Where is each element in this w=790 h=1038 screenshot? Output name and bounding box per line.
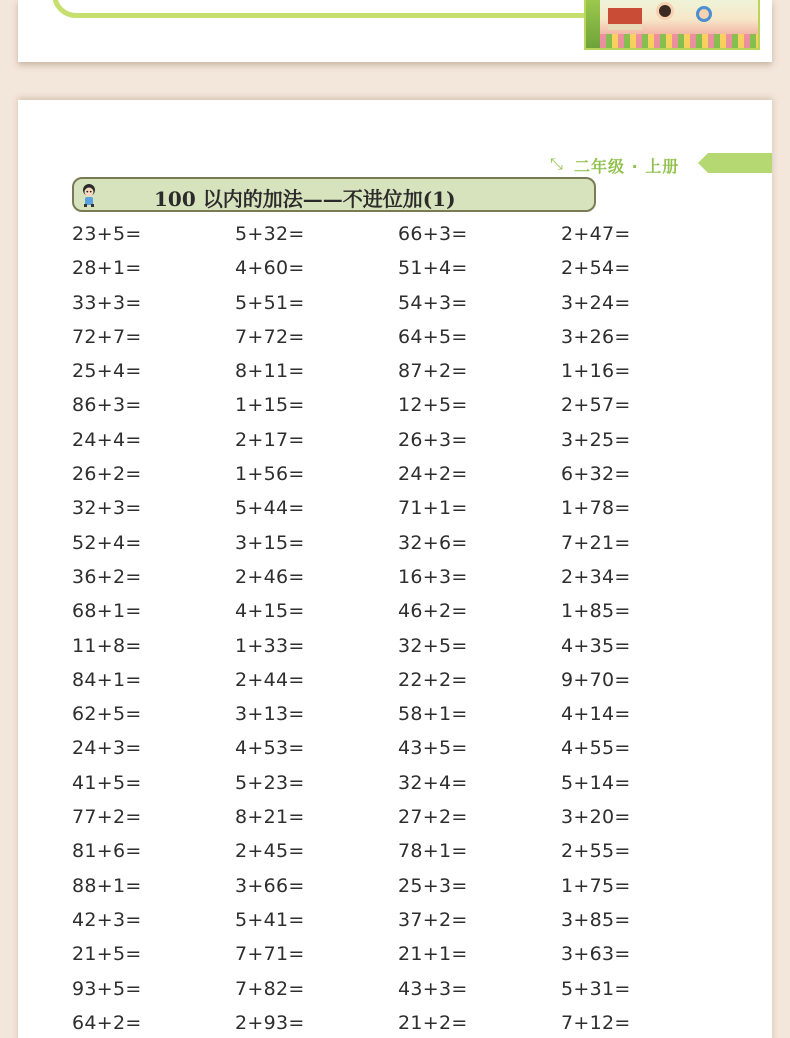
math-problem: 7+21= — [561, 531, 631, 554]
math-problem: 24+3= — [72, 737, 142, 760]
math-problem: 43+5= — [398, 737, 468, 760]
section-title-box — [72, 177, 596, 212]
math-problem: 86+3= — [72, 394, 142, 417]
math-problem: 24+2= — [398, 463, 468, 486]
math-problem: 43+3= — [398, 977, 468, 1000]
math-problem: 81+6= — [72, 840, 142, 863]
math-problem: 26+2= — [72, 463, 142, 486]
math-problem: 4+35= — [561, 634, 631, 657]
book-cover-thumbnail — [584, 0, 760, 50]
math-problem: 4+14= — [561, 703, 631, 726]
math-problem: 5+23= — [235, 771, 305, 794]
math-problem: 22+2= — [398, 668, 468, 691]
math-problem: 62+5= — [72, 703, 142, 726]
math-problem: 26+3= — [398, 428, 468, 451]
math-problem: 3+63= — [561, 943, 631, 966]
math-problem: 46+2= — [398, 600, 468, 623]
math-problem: 2+34= — [561, 565, 631, 588]
math-problem: 72+7= — [72, 325, 142, 348]
math-problem: 5+14= — [561, 771, 631, 794]
math-problem: 3+66= — [235, 874, 305, 897]
math-problem: 1+78= — [561, 497, 631, 520]
math-problem: 16+3= — [398, 565, 468, 588]
math-problem: 1+85= — [561, 600, 631, 623]
math-problem: 71+1= — [398, 497, 468, 520]
math-problem: 27+2= — [398, 806, 468, 829]
math-problem: 25+4= — [72, 360, 142, 383]
math-problem: 2+44= — [235, 668, 305, 691]
math-problem: 21+1= — [398, 943, 468, 966]
math-problem: 7+12= — [561, 1011, 631, 1034]
worksheet-page — [18, 100, 772, 1038]
math-problem: 32+4= — [398, 771, 468, 794]
math-problem: 37+2= — [398, 908, 468, 931]
math-problem: 3+13= — [235, 703, 305, 726]
math-problem: 5+32= — [235, 223, 305, 245]
math-problem: 1+16= — [561, 360, 631, 383]
math-problem: 3+20= — [561, 806, 631, 829]
math-problem: 23+5= — [72, 223, 142, 245]
math-problem: 1+33= — [235, 634, 305, 657]
math-problem: 5+44= — [235, 497, 305, 520]
math-problem: 7+72= — [235, 325, 305, 348]
math-problem: 78+1= — [398, 840, 468, 863]
math-problem: 2+45= — [235, 840, 305, 863]
house-illustration — [608, 8, 642, 30]
math-problem: 51+4= — [398, 257, 468, 280]
math-problem: 24+4= — [72, 428, 142, 451]
math-problem: 93+5= — [72, 977, 142, 1000]
math-problem: 8+21= — [235, 806, 305, 829]
math-problem: 5+51= — [235, 291, 305, 314]
previous-title-frame — [52, 0, 612, 18]
math-problem: 9+70= — [561, 668, 631, 691]
math-problem: 64+5= — [398, 325, 468, 348]
math-problem: 2+17= — [235, 428, 305, 451]
math-problem: 3+25= — [561, 428, 631, 451]
math-problem: 4+60= — [235, 257, 305, 280]
flowers-illustration — [600, 34, 760, 48]
math-problem: 2+54= — [561, 257, 631, 280]
math-problem: 2+47= — [561, 223, 631, 245]
math-problem: 32+6= — [398, 531, 468, 554]
math-problem: 77+2= — [72, 806, 142, 829]
math-problem: 3+15= — [235, 531, 305, 554]
kid-avatar-icon — [78, 182, 100, 208]
math-problem: 7+82= — [235, 977, 305, 1000]
math-problem: 32+3= — [72, 497, 142, 520]
book-spine — [586, 0, 600, 48]
math-problem: 3+24= — [561, 291, 631, 314]
math-problem: 2+57= — [561, 394, 631, 417]
math-problem: 64+2= — [72, 1011, 142, 1034]
math-problem: 4+55= — [561, 737, 631, 760]
math-problem: 11+8= — [72, 634, 142, 657]
math-problem: 28+1= — [72, 257, 142, 280]
math-problem: 3+26= — [561, 325, 631, 348]
math-problem: 36+2= — [72, 565, 142, 588]
math-problem: 88+1= — [72, 874, 142, 897]
math-problem: 5+41= — [235, 908, 305, 931]
grade-tag — [548, 152, 772, 178]
math-problem: 8+11= — [235, 360, 305, 383]
math-problem: 32+5= — [398, 634, 468, 657]
math-problem: 2+55= — [561, 840, 631, 863]
math-problem: 54+3= — [398, 291, 468, 314]
previous-page-card — [18, 0, 772, 62]
math-problem: 1+75= — [561, 874, 631, 897]
math-problem: 5+31= — [561, 977, 631, 1000]
math-problem: 21+5= — [72, 943, 142, 966]
section-title: 100 以内的加法——不进位加(1) — [154, 187, 456, 211]
math-problem: 52+4= — [72, 531, 142, 554]
math-problem: 2+93= — [235, 1011, 305, 1034]
math-problem: 25+3= — [398, 874, 468, 897]
math-problem: 58+1= — [398, 703, 468, 726]
math-problem: 3+85= — [561, 908, 631, 931]
math-problem: 1+56= — [235, 463, 305, 486]
child-illustration-1 — [656, 2, 674, 20]
math-problem: 4+15= — [235, 600, 305, 623]
child-illustration-2 — [696, 6, 712, 22]
math-problem: 68+1= — [72, 600, 142, 623]
pencil-arrow-icon: ⤡ — [550, 154, 563, 173]
math-problem: 1+15= — [235, 394, 305, 417]
grade-label: 二年级 · 上册 — [574, 157, 680, 176]
math-problem: 41+5= — [72, 771, 142, 794]
math-problem: 2+46= — [235, 565, 305, 588]
math-problem: 33+3= — [72, 291, 142, 314]
math-problem: 21+2= — [398, 1011, 468, 1034]
math-problem: 42+3= — [72, 908, 142, 931]
math-problem: 87+2= — [398, 360, 468, 383]
math-problem: 4+53= — [235, 737, 305, 760]
math-problem: 66+3= — [398, 223, 468, 245]
problem-grid — [72, 217, 724, 1038]
math-problem: 84+1= — [72, 668, 142, 691]
math-problem: 7+71= — [235, 943, 305, 966]
grade-tag-bar — [698, 153, 772, 173]
math-problem: 6+32= — [561, 463, 631, 486]
math-problem: 12+5= — [398, 394, 468, 417]
